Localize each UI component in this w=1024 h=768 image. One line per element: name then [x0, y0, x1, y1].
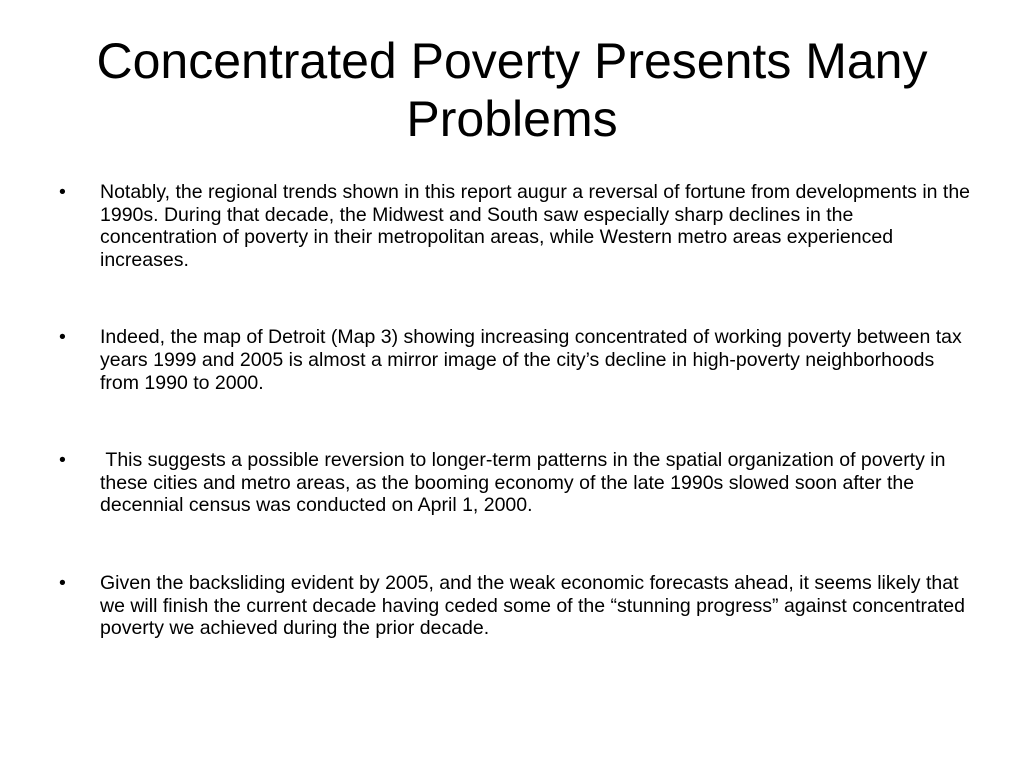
- bullet-marker: •: [59, 449, 66, 472]
- bullet-item: [0, 326, 1024, 394]
- bullet-marker: •: [59, 326, 66, 349]
- bullet-text: Given the backsliding evident by 2005, and the weak economic forecasts ahead, it seems likely that we will finish the current decade having ceded some of the “stunning progress” against concentrated poverty we achieved during the prior decade.: [100, 571, 965, 640]
- bullet-marker: •: [59, 181, 66, 203]
- bullet-marker: •: [59, 571, 66, 594]
- bullet-item: [0, 181, 1024, 271]
- bullet-item: [0, 572, 1024, 640]
- bullet-text: Notably, the regional trends shown in this report augur a reversal of fortune from developments in the 1990s. During that decade, the Midwest and South saw especially sharp declines in the concentration of poverty in their metropolitan areas, while Western metro areas experienced increases.: [100, 181, 971, 271]
- bullet-item: [0, 449, 1024, 517]
- slide-title: Concentrated Poverty Presents Many Problems: [96, 33, 928, 147]
- bullet-list: [0, 181, 1024, 640]
- bullet-text: Indeed, the map of Detroit (Map 3) showing increasing concentrated of working poverty between tax years 1999 and 2005 is almost a mirror image of the city’s decline in high-poverty neighborhoods from 1990 to 2000.: [100, 326, 962, 394]
- bullet-text: This suggests a possible reversion to longer-term patterns in the spatial organization of poverty in these cities and metro areas, as the booming economy of the late 1990s slowed soon after the decennial census was conducted on April 1, 2000.: [100, 449, 951, 517]
